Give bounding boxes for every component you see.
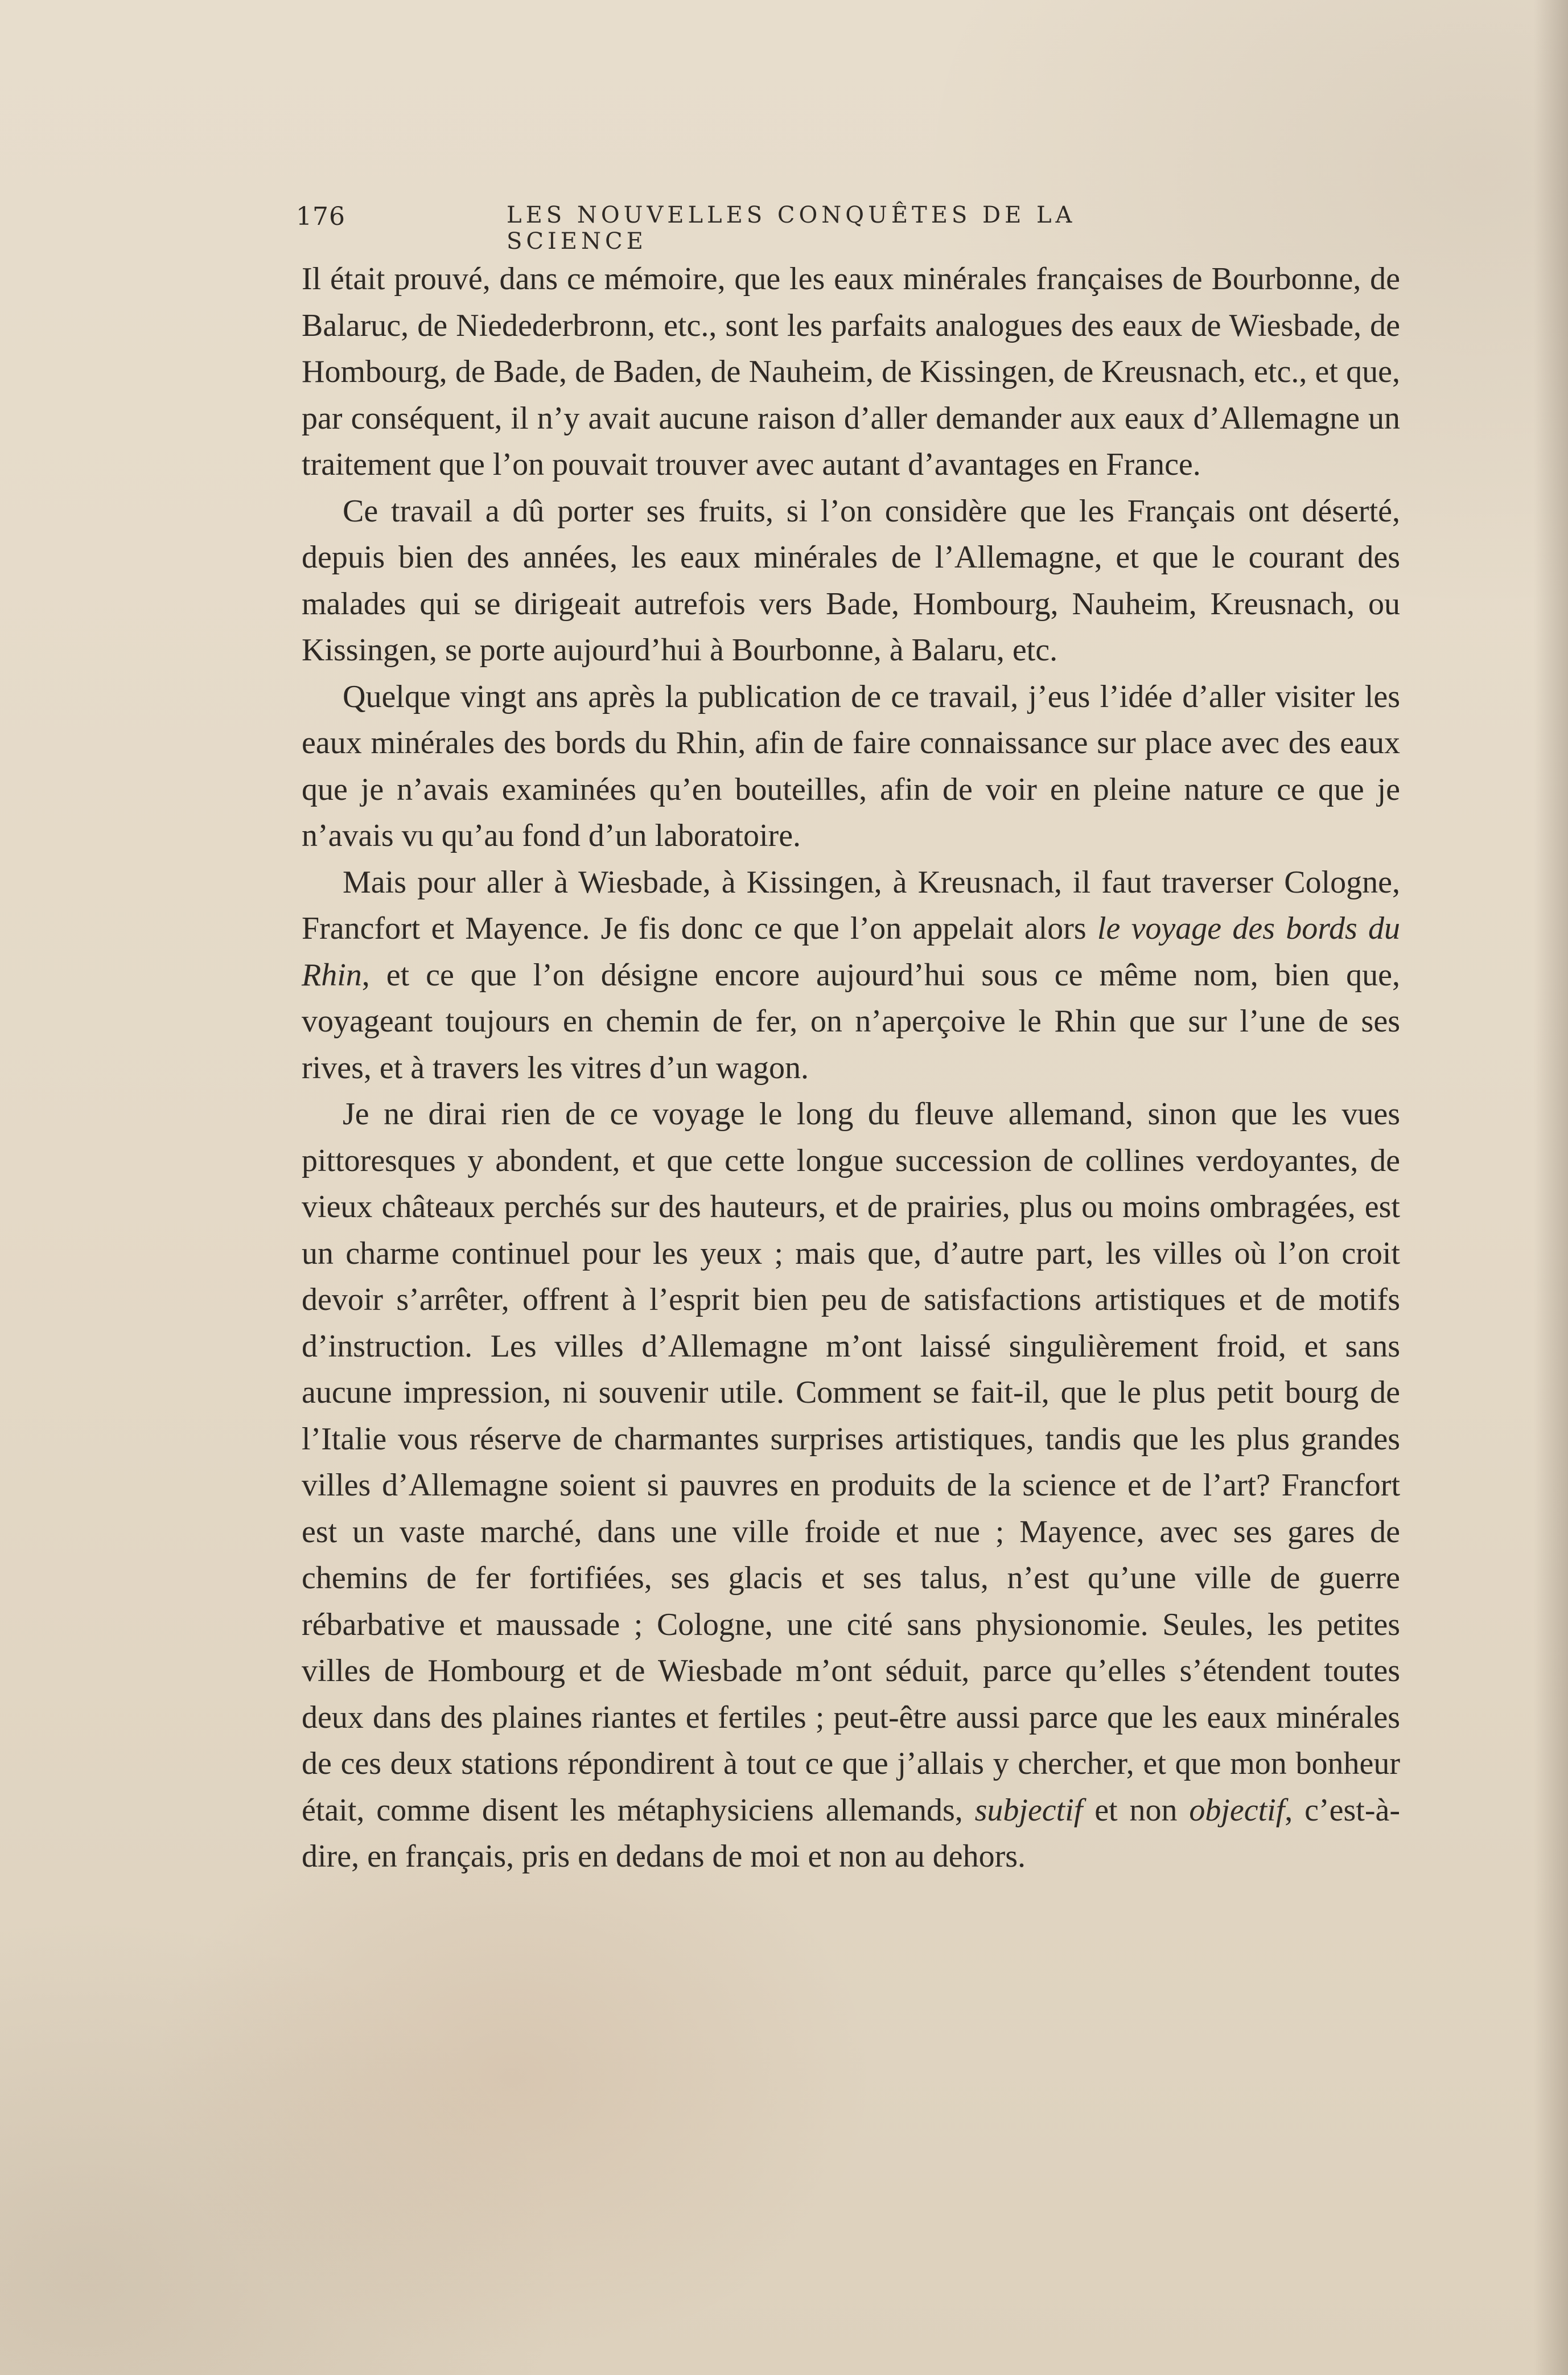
page-edge-shadow bbox=[1534, 0, 1568, 2375]
paragraph-1: Il était prouvé, dans ce mémoire, que les eaux minérales françaises de Bourbonne, de Balaruc, de Niedederbronn, etc., sont les parfaits analogues des eaux de Wiesbade, de Hombourg, de Bade, de Baden, de Nauheim, de Kissingen, de Kreusnach, etc., et que, par conséquent, il n’y avait aucune raison d’aller demander aux eaux d’Allemagne un traitement que l’on pouvait trouver avec autant d’avantages en France. bbox=[302, 261, 1400, 482]
paragraph-5-text-before: Je ne dirai rien de ce voyage le long du fleuve allemand, sinon que les vues pittoresques y abondent, et que cette longue succession de collines verdoyantes, de vieux châteaux perchés sur des hauteurs, et de prairies, plus ou moins ombragées, est un charme continuel pour les yeux ; mais que, d’autre part, les villes où l’on croit devoir s’arrêter, offrent à l’esprit bien peu de satisfactions artistiques et de motifs d’instruction. Les villes d’Allemagne m’ont laissé singulièrement froid, et sans aucune impression, ni souvenir utile. Comment se fait-il, que le plus petit bourg de l’Italie vous réserve de charmantes surprises artistiques, tandis que les plus grandes villes d’Allemagne soient si pauvres en produits de la science et de l’art? Francfort est un vaste marché, dans une ville froide et nue ; Mayence, avec ses gares de chemins de fer fortifiées, ses glacis et ses talus, n’est qu’une ville de guerre rébarbative et maussade ; Cologne, une cité sans physionomie. Seules, les petites villes de Hombourg et de Wiesbade m’ont séduit, parce qu’elles s’étendent toutes deux dans des plaines riantes et fertiles ; peut-être aussi parce que les eaux minérales de ces deux stations répondirent à tout ce que j’allais y chercher, et que mon bonheur était, comme disent les métaphysiciens allemands, bbox=[302, 1096, 1400, 1828]
paragraph-4-text-after: , et ce que l’on désigne encore aujourd’hui sous ce même nom, bien que, voyageant toujours en chemin de fer, on n’aperçoive le Rhin que sur l’une de ses rives, et à travers les vitres d’un wagon. bbox=[302, 957, 1400, 1086]
paragraph-5-text-middle: et non bbox=[1083, 1792, 1190, 1828]
running-title: LES NOUVELLES CONQUÊTES DE LA SCIENCE bbox=[507, 202, 1076, 254]
paragraph-5-text-after: , c’est-à-dire, en français, pris en dedans de moi et non au dehors. bbox=[302, 1792, 1400, 1874]
paragraph-4-italic-title: le voyage des bords du Rhin bbox=[302, 911, 1400, 993]
paragraph-5-italic-objectif: objectif bbox=[1189, 1792, 1285, 1828]
paragraph-4 bbox=[302, 860, 1400, 1092]
paragraph-2: Ce travail a dû porter ses fruits, si l’on considère que les Français ont déserté, depuis bien des années, les eaux minérales de l’Allemagne, et que le courant des malades qui se dirigeait autrefois vers Bade, Hombourg, Nauheim, Kreusnach, ou Kissingen, se porte aujourd’hui à Bourbonne, à Balaru, etc. bbox=[302, 493, 1400, 668]
paragraph-3: Quelque vingt ans après la publication de ce travail, j’eus l’idée d’aller visiter les eaux minérales des bords du Rhin, afin de faire connaissance sur place avec des eaux que je n’avais examinées qu’en bouteilles, afin de voir en pleine nature ce que je n’avais vu qu’au fond d’un laboratoire. bbox=[302, 679, 1400, 853]
running-head bbox=[296, 202, 1184, 254]
body-text bbox=[302, 256, 1400, 1880]
page-number: 176 bbox=[296, 202, 345, 231]
paragraph-5 bbox=[302, 1091, 1400, 1880]
paragraph-4-text-before: Mais pour aller à Wiesbade, à Kissingen, à Kreusnach, il faut traverser Cologne, Francfort et Mayence. Je fis donc ce que l’on appelait alors bbox=[302, 864, 1400, 946]
paragraph-5-italic-subjectif: subjectif bbox=[974, 1792, 1083, 1828]
